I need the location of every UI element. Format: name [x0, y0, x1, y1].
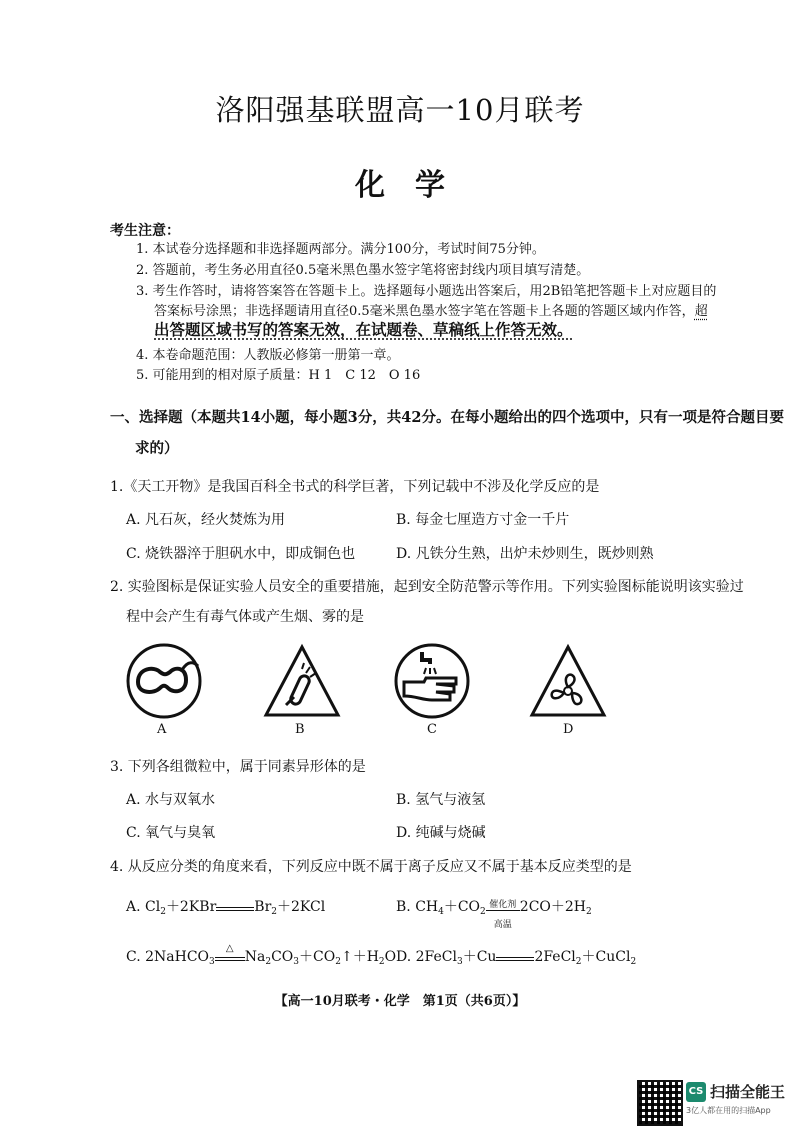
page-footer: 【高一10月联考・化学 第1页（共6页）】: [274, 994, 526, 1009]
notice-item-2: 2. 答题前，考生务必用直径0.5毫米黑色墨水签字笔将密封线内项目填写清楚。: [136, 263, 590, 278]
qr-code-icon: [637, 1080, 683, 1126]
camscanner-logo: CS: [686, 1082, 706, 1102]
icon-label-a: A: [157, 722, 167, 737]
question-4-stem: 4. 从反应分类的角度来看，下列反应中既不属于离子反应又不属于基本反应类型的是: [110, 859, 632, 875]
notice-item-3-line2: 答案标号涂黑；非选择题请用直径0.5毫米黑色墨水签字笔在答题卡上各题的答题区域内作答，: [154, 304, 695, 319]
q3-option-a: A. 水与双氧水: [126, 792, 216, 808]
equals-sign: [496, 954, 534, 961]
icon-label-d: D: [563, 722, 574, 737]
notice-item-3-cont: [154, 302, 708, 322]
q1-option-d: D. 凡铁分生熟，出炉未炒则生，既炒则熟: [396, 546, 654, 562]
question-2-stem: 2. 实验图标是保证实验人员安全的重要措施，起到安全防范警示等作用。下列实验图标能说明该实验过: [110, 579, 744, 595]
question-3-stem: 3. 下列各组微粒中，属于同素异形体的是: [110, 759, 366, 775]
notice-warning-start: 超: [694, 304, 708, 319]
exam-title: 洛阳强基联盟高一10月联考: [215, 93, 585, 127]
watermark-brand: 扫描全能王: [710, 1083, 786, 1101]
q1-option-a: A. 凡石灰，经火焚炼为用: [126, 512, 286, 528]
q1-option-b: B. 每金七厘造方寸金一千片: [396, 512, 570, 528]
section-heading: 一、选择题（本题共14小题，每小题3分，共42分。在每小题给出的四个选项中，只有一项是符合题目要: [110, 409, 784, 426]
reaction-condition: △: [215, 954, 245, 961]
q3-option-c: C. 氧气与臭氧: [126, 825, 216, 841]
notice-warning: 出答题区域书写的答案无效，在试题卷、草稿纸上作答无效。: [154, 320, 573, 339]
notice-item-5: 5. 可能用到的相对原子质量：H 1 C 12 O 16: [136, 368, 421, 383]
notice-item-3: 3. 考生作答时，请将答案答在答题卡上。选择题每小题选出答案后，用2B铅笔把答题卡上对应题目的: [136, 284, 717, 299]
q4-option-b: B. $CH_4+CO_2$ 催化剂 高温 $2CO+2H_2$: [396, 899, 592, 930]
icon-label-c: C: [427, 722, 437, 737]
q4-option-d: D. 2FeCl$_3$＋Cu 2FeCl$_2$＋CuCl$_2$: [396, 949, 637, 967]
q4-option-c: C. 2NaHCO$_3$ △ $Na_2CO_3+CO_2↑+H_2O$: [126, 943, 397, 967]
q3-option-d: D. 纯碱与烧碱: [396, 825, 486, 841]
notice-item-4: 4. 本卷命题范围：人教版必修第一册第一章。: [136, 348, 400, 363]
section-heading-cont: 求的）: [135, 440, 179, 457]
reaction-condition: 催化剂 高温: [486, 907, 520, 911]
watermark-tagline: 3亿人都在用的扫描App: [686, 1106, 771, 1115]
question-2-stem-cont: 程中会产生有毒气体或产生烟、雾的是: [126, 609, 364, 625]
q1-option-c: C. 烧铁器淬于胆矾水中，即成铜色也: [126, 546, 356, 562]
icon-label-b: B: [295, 722, 305, 737]
subject-title: 化学: [355, 168, 475, 203]
notice-item-1: 1. 本试卷分选择题和非选择题两部分。满分100分，考试时间75分钟。: [136, 242, 545, 257]
goggles-icon: [124, 642, 204, 720]
hand-wash-icon: [392, 642, 472, 720]
test-tube-warning-icon: [262, 643, 342, 719]
q3-option-b: B. 氢气与液氢: [396, 792, 486, 808]
q4-option-a: A. $Cl_2+2KBr$ $Br_2+2KCl$: [126, 899, 326, 917]
question-1-stem: 1.《天工开物》是我国百科全书式的科学巨著，下列记载中不涉及化学反应的是: [110, 479, 600, 495]
equals-sign: [216, 904, 254, 911]
notice-heading: 考生注意：: [110, 223, 180, 239]
fan-ventilation-icon: [528, 643, 608, 719]
